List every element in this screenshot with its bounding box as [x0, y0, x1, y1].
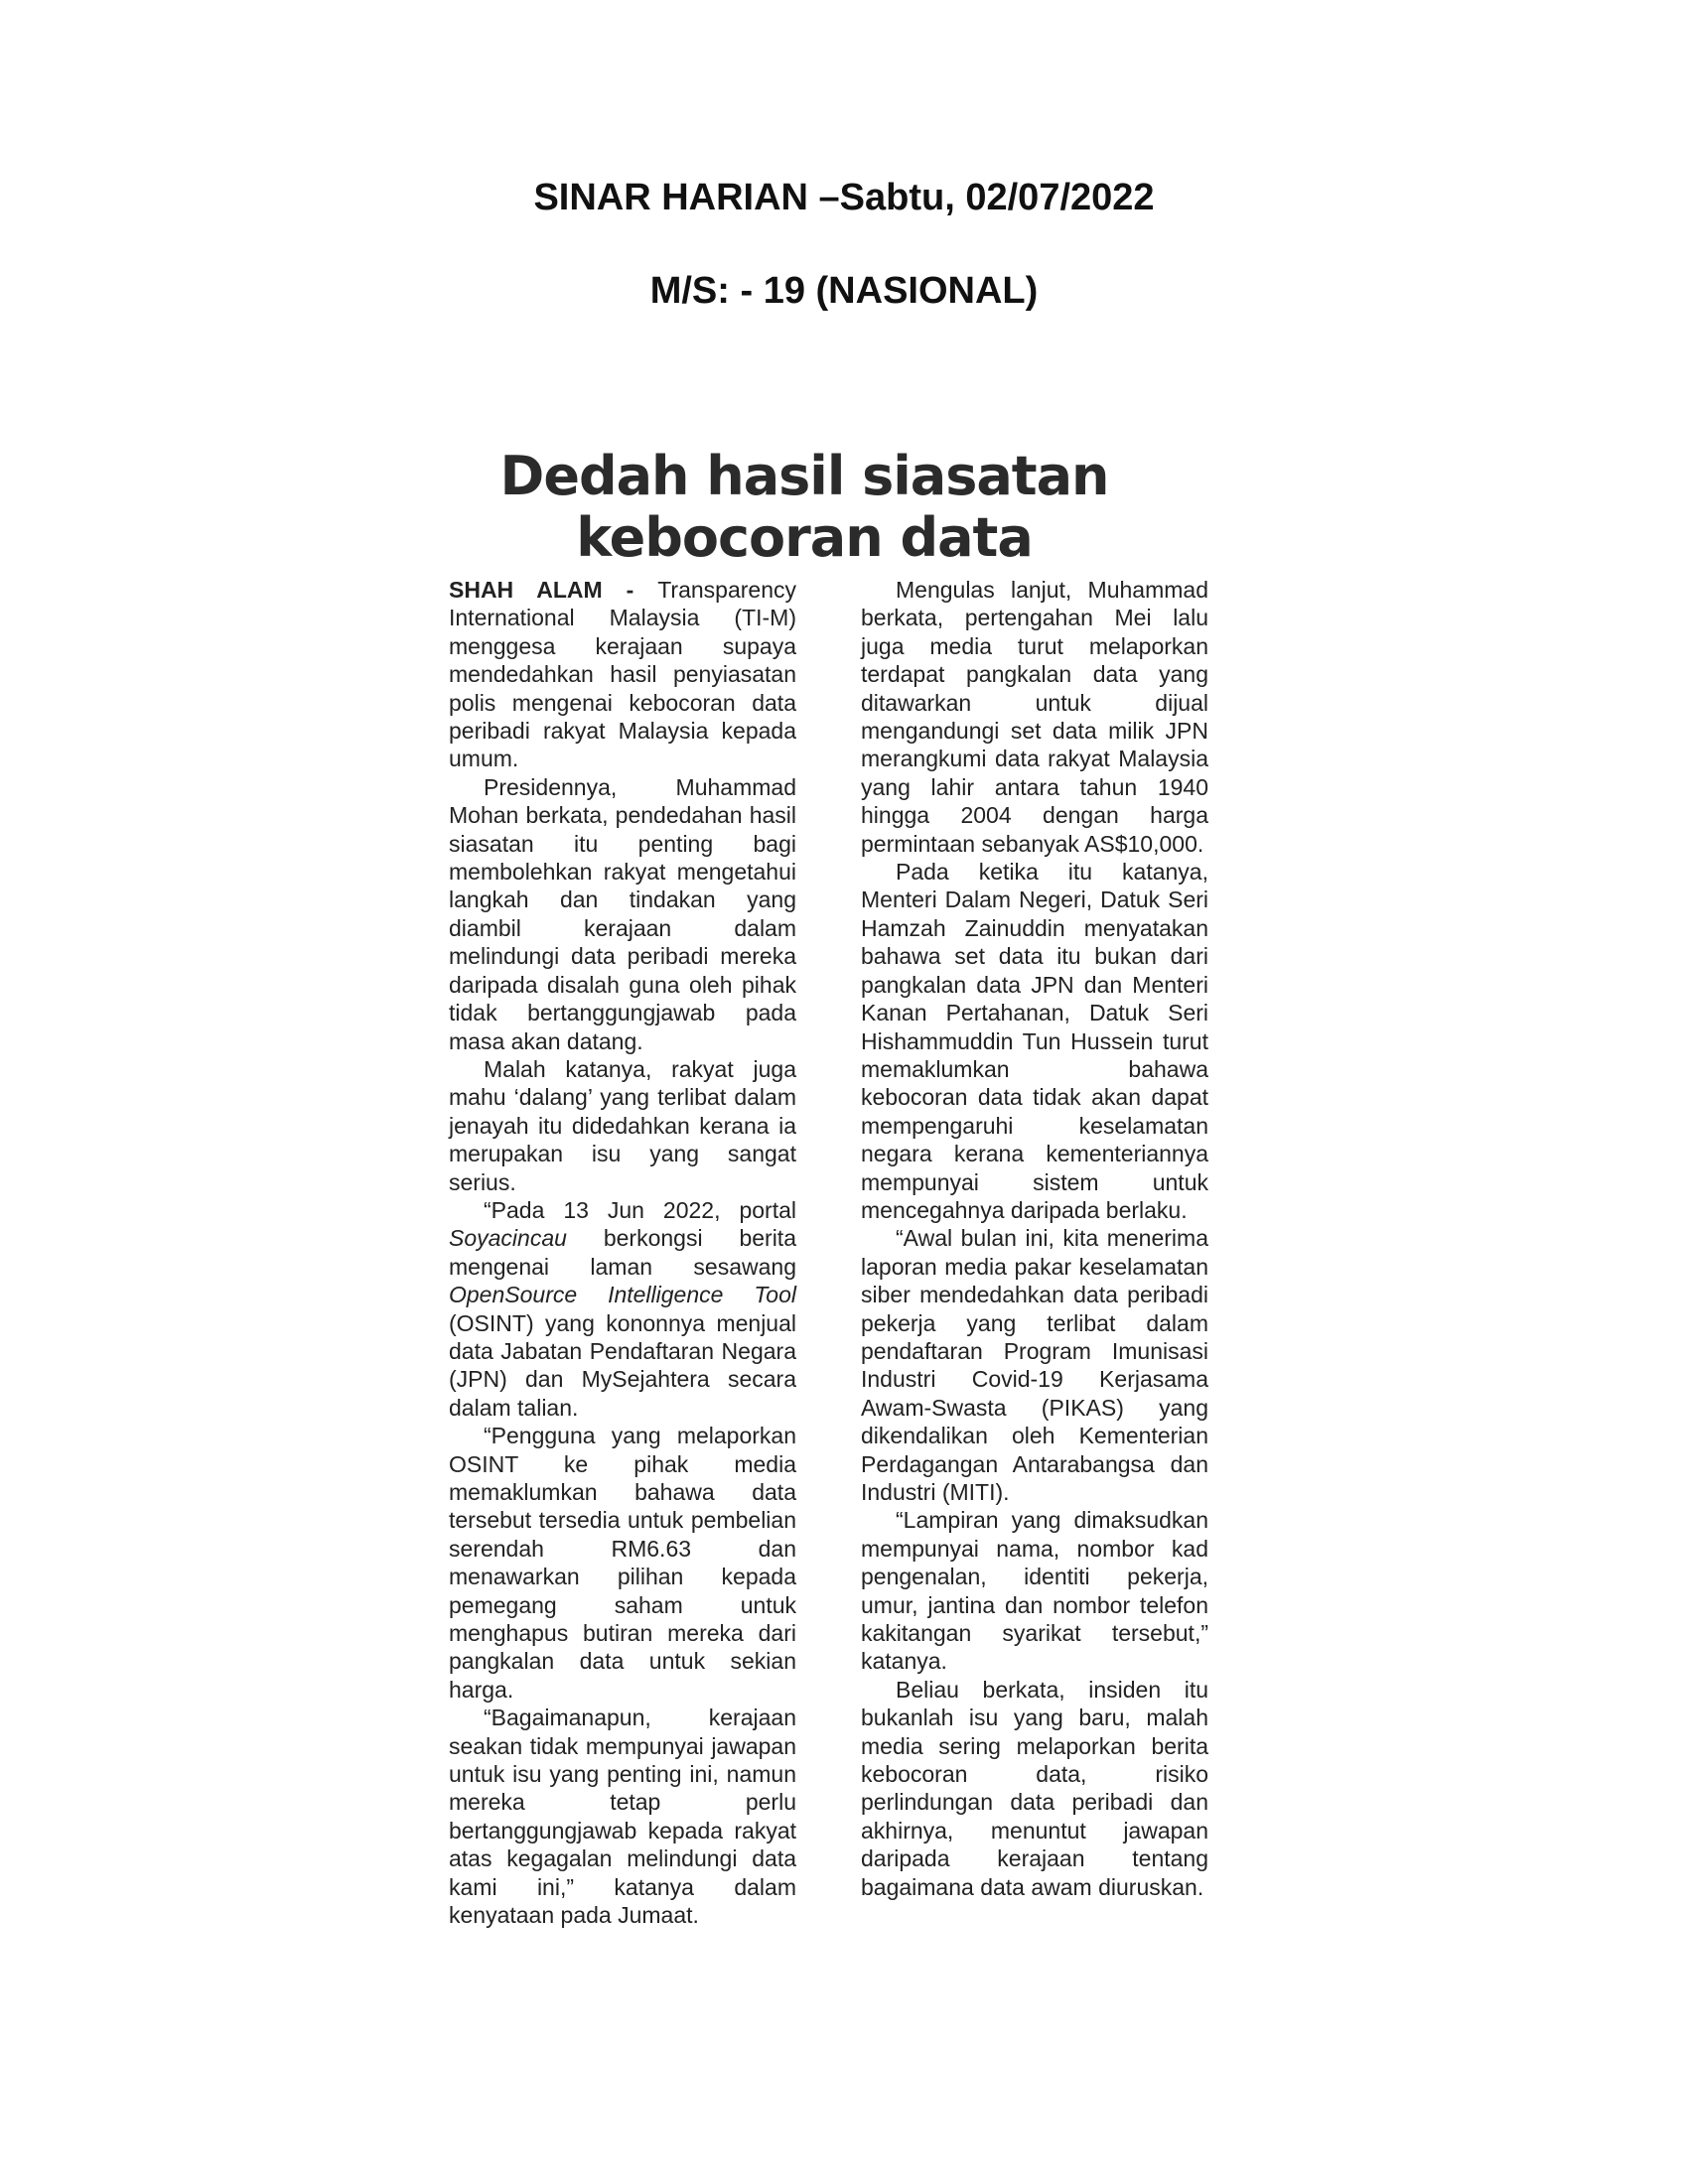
article-column-right: [861, 576, 1208, 1930]
website-name: OpenSource Intelligence Tool: [449, 1282, 796, 1308]
article-paragraph: [449, 576, 796, 773]
article-paragraph: Malah katanya, rakyat juga mahu ‘dalang’ yang terlibat dalam jenayah itu didedahkan kerana ia merupakan isu yang sangat serius.: [449, 1055, 796, 1195]
article-paragraph: “Pengguna yang melaporkan OSINT ke pihak media memaklumkan bahawa data tersebut tersedia untuk pembelian serendah RM6.63 dan menawarkan pilihan kepada pemegang saham untuk menghapus butiran mereka dari pangkalan data untuk sekian harga.: [449, 1423, 796, 1703]
article-paragraph: “Bagaimanapun, kerajaan seakan tidak mempunyai jawapan untuk isu yang penting ini, namun mereka tetap perlu bertanggungjawab kepada rakyat atas kegagalan melindungi data kami ini,” katanya dalam kenyataan pada Jumaat.: [449, 1705, 796, 1929]
portal-name: Soyacincau: [449, 1225, 567, 1252]
paragraph-text: (OSINT) yang kononnya menjual data Jabatan Pendaftaran Negara (JPN) dan MySejahtera secara dalam talian.: [449, 1309, 796, 1421]
paragraph-text: Transparency International Malaysia (TI-M) menggesa kerajaan supaya mendedahkan hasil penyiasatan polis mengenai kebocoran data peribadi rakyat Malaysia kepada umum.: [449, 577, 796, 772]
paragraph-text: berkongsi berita mengenai laman sesawang: [449, 1225, 796, 1280]
dateline: SHAH ALAM -: [449, 577, 658, 603]
headline-line-1: Dedah hasil siasatan: [499, 445, 1109, 508]
page-section-label: M/S: - 19 (NASIONAL): [649, 270, 1039, 312]
paragraph-text: “Pada 13 Jun 2022, portal: [484, 1196, 796, 1223]
article-paragraph: Presidennya, Muhammad Mohan berkata, pendedahan hasil siasatan itu penting bagi membolehkan rakyat mengetahui langkah dan tindakan yang diambil kerajaan dalam melindungi data peribadi mereka daripada disalah guna oleh pihak tidak bertanggungjawab pada masa akan datang.: [449, 773, 796, 1054]
headline-line-2: kebocoran data: [576, 506, 1033, 570]
article-paragraph: “Awal bulan ini, kita menerima laporan media pakar keselamatan siber mendedahkan data peribadi pekerja yang terlibat dalam pendaftaran Program Imunisasi Industri Covid-19 Kerjasama Awam-Swasta (PIKAS) yang dikendalikan oleh Kementerian Perdagangan Antarabangsa dan Industri (MITI).: [861, 1225, 1208, 1505]
article-paragraph: Beliau berkata, insiden itu bukanlah isu yang baru, malah media sering melaporkan berita kebocoran data, risiko perlindungan data peribadi dan akhirnya, menuntut jawapan daripada kerajaan tentang bagaimana data awam diuruskan.: [861, 1676, 1208, 1900]
publication-header: SINAR HARIAN –Sabtu, 02/07/2022: [533, 177, 1155, 218]
article-paragraph: “Lampiran yang dimaksudkan mempunyai nama, nombor kad pengenalan, identiti pekerja, umur, jantina dan nombor telefon kakitangan syarikat tersebut,” katanya.: [861, 1507, 1208, 1675]
article-headline: [417, 446, 1192, 569]
article-paragraph: Pada ketika itu katanya, Menteri Dalam Negeri, Datuk Seri Hamzah Zainuddin menyatakan bahawa set data itu bukan dari pangkalan data JPN dan Menteri Kanan Pertahanan, Datuk Seri Hishammuddin Tun Hussein turut memaklumkan bahawa kebocoran data tidak akan dapat mempengaruhi keselamatan negara kerana kementeriannya mempunyai sistem untuk mencegahnya daripada berlaku.: [861, 859, 1208, 1223]
article-paragraph: [449, 1196, 796, 1422]
article-paragraph: Mengulas lanjut, Muhammad berkata, pertengahan Mei lalu juga media turut melaporkan terdapat pangkalan data yang ditawarkan untuk dijual mengandungi set data milik JPN merangkumi data rakyat Malaysia yang lahir antara tahun 1940 hingga 2004 dengan harga permintaan sebanyak AS$10,000.: [861, 577, 1208, 857]
article-column-left: [449, 576, 796, 1930]
article-body: [449, 576, 1208, 1930]
